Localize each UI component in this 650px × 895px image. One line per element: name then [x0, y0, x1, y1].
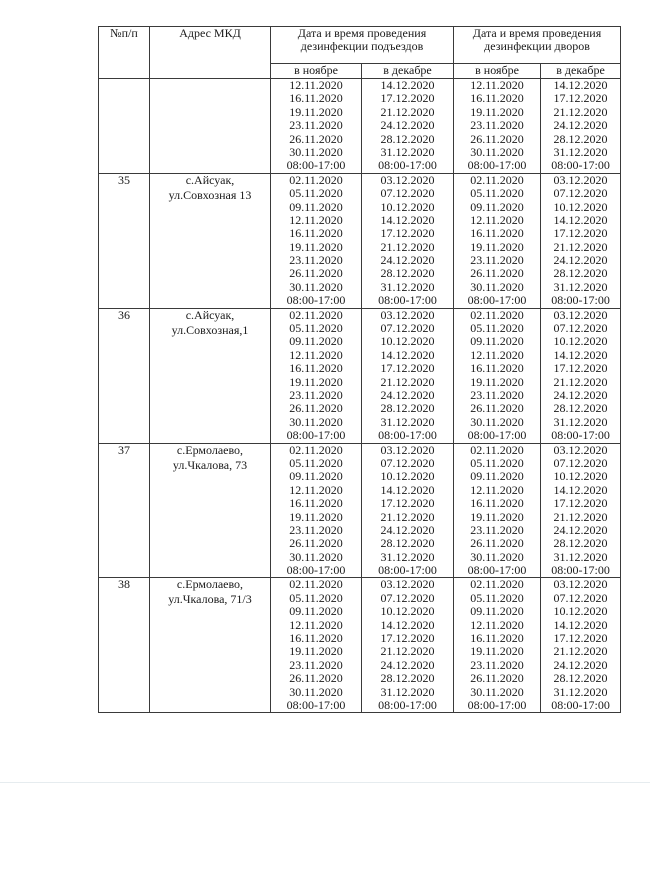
date-entry: 14.12.2020	[553, 347, 608, 362]
header-yards-november: в ноябре	[454, 64, 541, 79]
date-entry: 09.11.2020	[470, 334, 524, 349]
date-entry: 16.11.2020	[470, 361, 524, 376]
date-entry: 26.11.2020	[470, 266, 524, 281]
date-entry: 02.11.2020	[470, 307, 524, 322]
date-entry: 03.12.2020	[553, 172, 608, 187]
date-entry: 14.12.2020	[380, 347, 435, 362]
date-entry: 21.12.2020	[380, 239, 435, 254]
address-line: с.Айсуак,	[185, 172, 235, 187]
date-entry: 03.12.2020	[380, 307, 435, 322]
date-entry: 08:00-17:00	[286, 293, 346, 308]
date-entry: 30.11.2020	[470, 549, 524, 564]
date-entry: 02.11.2020	[289, 442, 343, 457]
date-entry: 23.11.2020	[289, 387, 343, 402]
date-entry: 26.11.2020	[289, 131, 343, 146]
date-entry: 03.12.2020	[553, 442, 608, 457]
date-entry: 17.12.2020	[380, 361, 435, 376]
entrances-november-dates	[271, 173, 362, 308]
date-entry: 16.11.2020	[470, 226, 524, 241]
date-entry: 05.11.2020	[289, 186, 343, 201]
date-entry: 08:00-17:00	[378, 293, 437, 308]
date-entry: 08:00-17:00	[551, 563, 610, 578]
date-entry: 08:00-17:00	[286, 158, 346, 173]
table-body	[99, 79, 621, 713]
entrances-december-dates	[362, 578, 454, 713]
date-entry: 08:00-17:00	[467, 697, 527, 712]
date-entry: 31.12.2020	[553, 279, 608, 294]
entrances-november-dates	[271, 308, 362, 443]
yards-december-dates	[541, 308, 621, 443]
table-row	[99, 173, 621, 308]
date-entry: 05.11.2020	[289, 590, 343, 605]
date-entry: 05.11.2020	[470, 321, 524, 336]
date-entry: 26.11.2020	[289, 401, 343, 416]
date-entry: 08:00-17:00	[378, 563, 437, 578]
date-entry: 08:00-17:00	[467, 428, 527, 443]
date-entry: 19.11.2020	[289, 104, 343, 119]
date-entry: 19.11.2020	[470, 104, 524, 119]
date-entry: 08:00-17:00	[551, 428, 610, 443]
date-entry: 05.11.2020	[470, 186, 524, 201]
date-entry: 12.11.2020	[289, 617, 343, 632]
date-entry: 07.12.2020	[380, 455, 435, 470]
date-entry: 28.12.2020	[380, 266, 435, 281]
date-entry: 17.12.2020	[380, 496, 435, 511]
date-entry: 02.11.2020	[470, 442, 524, 457]
date-entry: 16.11.2020	[289, 91, 343, 106]
date-entry: 19.11.2020	[289, 239, 343, 254]
date-entry: 03.12.2020	[553, 307, 608, 322]
date-entry: 28.12.2020	[380, 671, 435, 686]
yards-november-dates	[454, 173, 541, 308]
date-entry: 19.11.2020	[289, 644, 343, 659]
table-row	[99, 443, 621, 578]
date-entry: 24.12.2020	[380, 657, 435, 672]
date-entry: 09.11.2020	[289, 334, 343, 349]
date-entry: 24.12.2020	[380, 118, 435, 133]
date-entry: 21.12.2020	[380, 509, 435, 524]
date-entry: 14.12.2020	[553, 78, 608, 92]
row-number: 37	[99, 443, 150, 578]
header-entrances-november: в ноябре	[271, 64, 362, 79]
date-entry: 10.12.2020	[380, 334, 435, 349]
date-entry: 05.11.2020	[470, 590, 524, 605]
date-entry: 05.11.2020	[289, 321, 343, 336]
date-entry: 12.11.2020	[470, 617, 524, 632]
date-entry: 31.12.2020	[380, 684, 435, 699]
yards-december-dates	[541, 79, 621, 174]
date-entry: 26.11.2020	[470, 536, 524, 551]
address-line: с.Айсуак,	[185, 307, 235, 322]
date-entry: 31.12.2020	[553, 684, 608, 699]
date-entry: 21.12.2020	[553, 104, 608, 119]
date-entry: 19.11.2020	[470, 644, 524, 659]
header-yards: Дата и время проведения дезинфекции дворов	[454, 27, 621, 64]
date-entry: 23.11.2020	[470, 253, 524, 268]
entrances-december-dates	[362, 79, 454, 174]
date-entry: 09.11.2020	[470, 604, 524, 619]
date-entry: 17.12.2020	[380, 226, 435, 241]
date-entry: 19.11.2020	[470, 374, 524, 389]
date-entry: 30.11.2020	[289, 549, 343, 564]
entrances-december-dates	[362, 308, 454, 443]
date-entry: 23.11.2020	[289, 522, 343, 537]
date-entry: 03.12.2020	[380, 172, 435, 187]
date-entry: 19.11.2020	[470, 509, 524, 524]
date-entry: 02.11.2020	[289, 307, 343, 322]
date-entry: 30.11.2020	[470, 279, 524, 294]
date-entry: 21.12.2020	[553, 239, 608, 254]
date-entry: 24.12.2020	[553, 522, 608, 537]
date-entry: 09.11.2020	[470, 469, 524, 484]
row-address	[150, 578, 271, 713]
header-yards-december: в декабре	[541, 64, 621, 79]
date-entry: 07.12.2020	[553, 321, 608, 336]
date-entry: 08:00-17:00	[467, 293, 527, 308]
date-entry: 08:00-17:00	[551, 293, 610, 308]
date-entry: 28.12.2020	[553, 671, 608, 686]
date-entry: 31.12.2020	[380, 279, 435, 294]
date-entry: 16.11.2020	[289, 496, 343, 511]
date-entry: 30.11.2020	[470, 684, 524, 699]
table-header	[99, 27, 621, 79]
entrances-november-dates	[271, 79, 362, 174]
date-entry: 21.12.2020	[553, 374, 608, 389]
entrances-november-dates	[271, 578, 362, 713]
date-entry: 16.11.2020	[470, 91, 524, 106]
date-entry: 30.11.2020	[289, 684, 343, 699]
date-entry: 17.12.2020	[553, 496, 608, 511]
header-address: Адрес МКД	[150, 27, 271, 79]
date-entry: 14.12.2020	[553, 617, 608, 632]
date-entry: 31.12.2020	[553, 144, 608, 159]
header-number: №п/п	[99, 27, 150, 79]
date-entry: 12.11.2020	[470, 78, 524, 92]
date-entry: 28.12.2020	[380, 131, 435, 146]
yards-december-dates	[541, 443, 621, 578]
date-entry: 12.11.2020	[289, 212, 343, 227]
row-address	[150, 308, 271, 443]
date-entry: 12.11.2020	[470, 482, 524, 497]
date-entry: 07.12.2020	[553, 590, 608, 605]
date-entry: 17.12.2020	[553, 226, 608, 241]
date-entry: 16.11.2020	[289, 631, 343, 646]
date-entry: 14.12.2020	[380, 617, 435, 632]
date-entry: 08:00-17:00	[286, 697, 346, 712]
date-entry: 10.12.2020	[553, 469, 608, 484]
date-entry: 12.11.2020	[470, 212, 524, 227]
date-entry: 30.11.2020	[289, 414, 343, 429]
date-entry: 07.12.2020	[380, 321, 435, 336]
date-entry: 08:00-17:00	[467, 563, 527, 578]
date-entry: 17.12.2020	[380, 91, 435, 106]
date-entry: 23.11.2020	[470, 522, 524, 537]
date-entry: 19.11.2020	[289, 509, 343, 524]
date-entry: 10.12.2020	[553, 199, 608, 214]
date-entry: 07.12.2020	[380, 186, 435, 201]
table-row	[99, 308, 621, 443]
date-entry: 28.12.2020	[380, 401, 435, 416]
date-entry: 14.12.2020	[380, 212, 435, 227]
date-entry: 26.11.2020	[289, 536, 343, 551]
date-entry: 10.12.2020	[380, 469, 435, 484]
date-entry: 23.11.2020	[470, 118, 524, 133]
date-entry: 08:00-17:00	[467, 158, 527, 173]
row-number	[99, 79, 150, 174]
yards-december-dates	[541, 578, 621, 713]
date-entry: 30.11.2020	[470, 144, 524, 159]
address-line: с.Ермолаево,	[176, 442, 244, 457]
date-entry: 26.11.2020	[470, 131, 524, 146]
date-entry: 07.12.2020	[380, 590, 435, 605]
date-entry: 10.12.2020	[553, 604, 608, 619]
date-entry: 23.11.2020	[289, 657, 343, 672]
date-entry: 03.12.2020	[380, 577, 435, 592]
date-entry: 02.11.2020	[289, 172, 343, 187]
row-number: 35	[99, 173, 150, 308]
date-entry: 19.11.2020	[289, 374, 343, 389]
date-entry: 30.11.2020	[289, 279, 343, 294]
yards-november-dates	[454, 443, 541, 578]
date-entry: 02.11.2020	[289, 577, 343, 592]
address-line: ул.Чкалова, 73	[172, 457, 248, 472]
row-number: 38	[99, 578, 150, 713]
date-entry: 02.11.2020	[470, 577, 524, 592]
date-entry: 31.12.2020	[380, 549, 435, 564]
row-address	[150, 173, 271, 308]
date-entry: 19.11.2020	[470, 239, 524, 254]
date-entry: 24.12.2020	[553, 657, 608, 672]
yards-november-dates	[454, 308, 541, 443]
date-entry: 12.11.2020	[470, 347, 524, 362]
date-entry: 24.12.2020	[553, 118, 608, 133]
date-entry: 09.11.2020	[289, 604, 343, 619]
date-entry: 14.12.2020	[553, 482, 608, 497]
date-entry: 26.11.2020	[470, 401, 524, 416]
date-entry: 16.11.2020	[289, 361, 343, 376]
yards-november-dates	[454, 79, 541, 174]
date-entry: 24.12.2020	[380, 387, 435, 402]
row-address	[150, 79, 271, 174]
date-entry: 24.12.2020	[553, 387, 608, 402]
entrances-december-dates	[362, 443, 454, 578]
date-entry: 10.12.2020	[380, 604, 435, 619]
date-entry: 12.11.2020	[289, 347, 343, 362]
address-line: с.Ермолаево,	[176, 577, 244, 592]
date-entry: 31.12.2020	[553, 414, 608, 429]
page-scan-line	[0, 782, 650, 783]
address-line: ул.Совхозная 13	[168, 187, 252, 202]
entrances-december-dates	[362, 173, 454, 308]
date-entry: 08:00-17:00	[378, 697, 437, 712]
date-entry: 08:00-17:00	[551, 158, 610, 173]
date-entry: 07.12.2020	[553, 455, 608, 470]
date-entry: 05.11.2020	[470, 455, 524, 470]
date-entry: 17.12.2020	[553, 361, 608, 376]
date-entry: 16.11.2020	[470, 496, 524, 511]
date-entry: 30.11.2020	[289, 144, 343, 159]
date-entry: 12.11.2020	[289, 482, 343, 497]
address-line: ул.Совхозная,1	[171, 322, 249, 337]
date-entry: 14.12.2020	[553, 212, 608, 227]
date-entry: 21.12.2020	[380, 644, 435, 659]
date-entry: 21.12.2020	[553, 509, 608, 524]
date-entry: 14.12.2020	[380, 482, 435, 497]
date-entry: 24.12.2020	[380, 522, 435, 537]
date-entry: 05.11.2020	[289, 455, 343, 470]
date-entry: 30.11.2020	[470, 414, 524, 429]
date-entry: 23.11.2020	[289, 118, 343, 133]
date-entry: 31.12.2020	[553, 549, 608, 564]
date-entry: 09.11.2020	[289, 469, 343, 484]
date-entry: 03.12.2020	[380, 442, 435, 457]
date-entry: 21.12.2020	[380, 104, 435, 119]
date-entry: 28.12.2020	[553, 266, 608, 281]
date-entry: 31.12.2020	[380, 144, 435, 159]
date-entry: 14.12.2020	[380, 78, 435, 92]
date-entry: 26.11.2020	[289, 671, 343, 686]
date-entry: 08:00-17:00	[551, 697, 610, 712]
yards-november-dates	[454, 578, 541, 713]
disinfection-schedule-table	[98, 26, 621, 713]
row-address	[150, 443, 271, 578]
date-entry: 02.11.2020	[470, 172, 524, 187]
date-entry: 31.12.2020	[380, 414, 435, 429]
date-entry: 08:00-17:00	[378, 428, 437, 443]
date-entry: 24.12.2020	[553, 253, 608, 268]
date-entry: 16.11.2020	[470, 631, 524, 646]
date-entry: 03.12.2020	[553, 577, 608, 592]
date-entry: 08:00-17:00	[286, 428, 346, 443]
date-entry: 10.12.2020	[553, 334, 608, 349]
date-entry: 17.12.2020	[380, 631, 435, 646]
date-entry: 26.11.2020	[470, 671, 524, 686]
date-entry: 09.11.2020	[470, 199, 524, 214]
date-entry: 12.11.2020	[289, 78, 343, 92]
date-entry: 21.12.2020	[553, 644, 608, 659]
row-number: 36	[99, 308, 150, 443]
date-entry: 10.12.2020	[380, 199, 435, 214]
date-entry: 21.12.2020	[380, 374, 435, 389]
yards-december-dates	[541, 173, 621, 308]
date-entry: 08:00-17:00	[286, 563, 346, 578]
table-row	[99, 578, 621, 713]
header-entrances: Дата и время проведения дезинфекции подъездов	[271, 27, 454, 64]
table-row	[99, 79, 621, 174]
date-entry: 17.12.2020	[553, 91, 608, 106]
date-entry: 08:00-17:00	[378, 158, 437, 173]
date-entry: 26.11.2020	[289, 266, 343, 281]
date-entry: 24.12.2020	[380, 253, 435, 268]
date-entry: 28.12.2020	[553, 536, 608, 551]
date-entry: 17.12.2020	[553, 631, 608, 646]
date-entry: 16.11.2020	[289, 226, 343, 241]
date-entry: 28.12.2020	[553, 131, 608, 146]
date-entry: 23.11.2020	[470, 387, 524, 402]
date-entry: 09.11.2020	[289, 199, 343, 214]
date-entry: 23.11.2020	[289, 253, 343, 268]
date-entry: 28.12.2020	[380, 536, 435, 551]
address-line: ул.Чкалова, 71/3	[168, 592, 252, 607]
header-entrances-december: в декабре	[362, 64, 454, 79]
entrances-november-dates	[271, 443, 362, 578]
date-entry: 07.12.2020	[553, 186, 608, 201]
date-entry: 28.12.2020	[553, 401, 608, 416]
date-entry: 23.11.2020	[470, 657, 524, 672]
